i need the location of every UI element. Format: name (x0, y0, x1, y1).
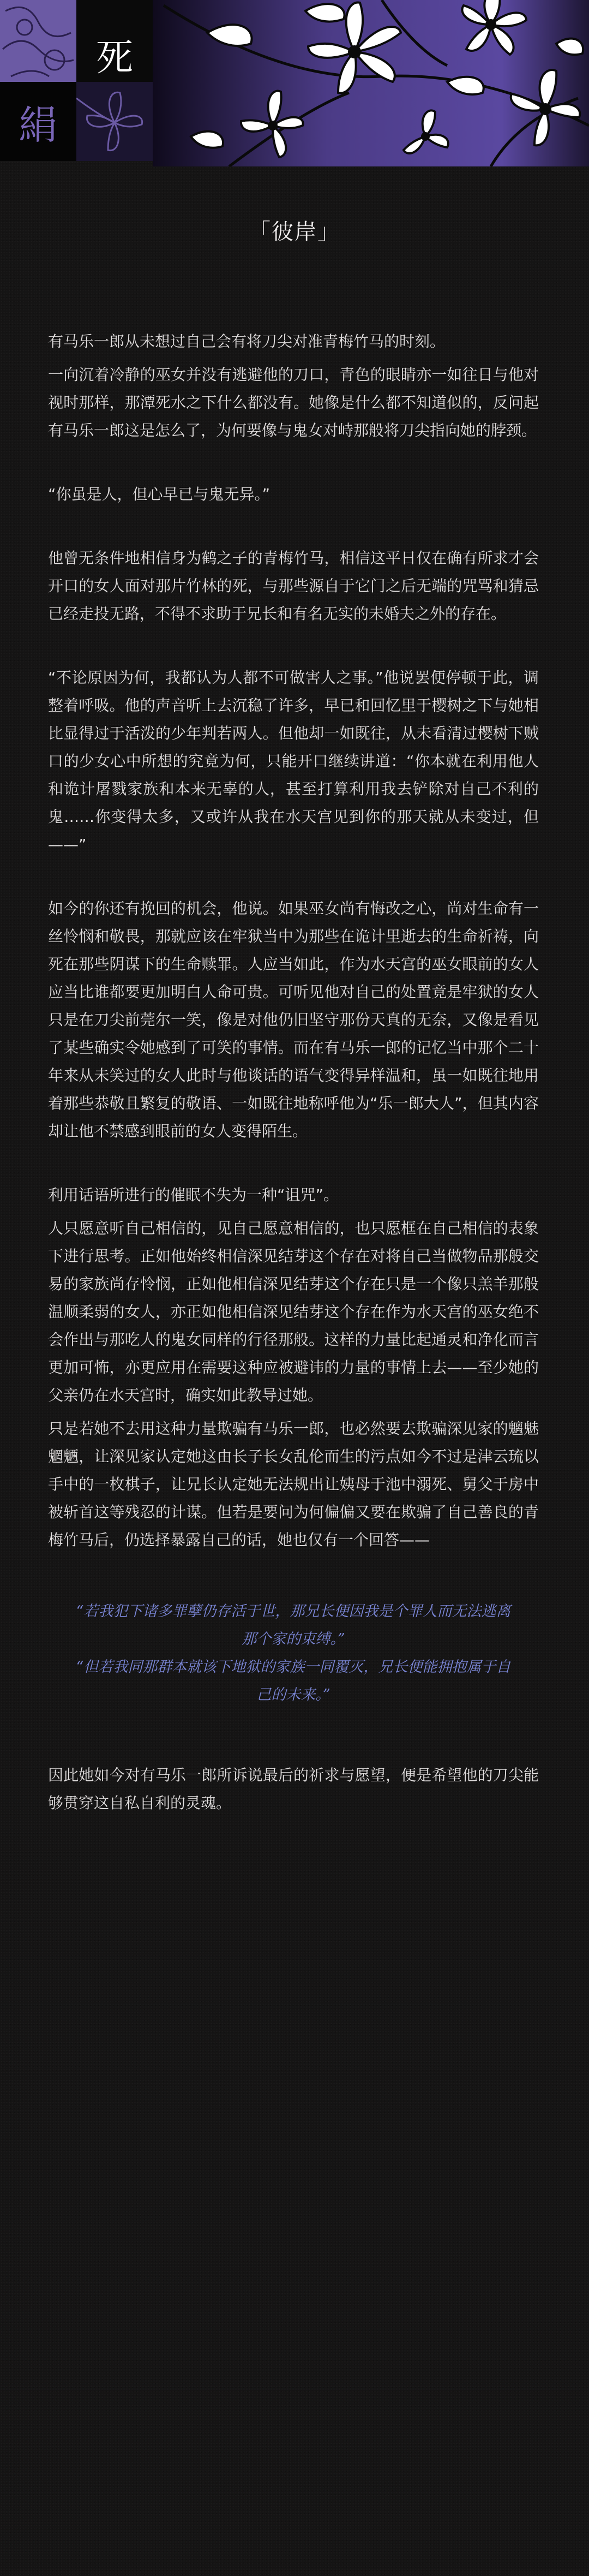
header-banner (0, 0, 589, 166)
paragraph: 利用话语所进行的催眠不失为一种“诅咒”。 (48, 1186, 339, 1204)
section-title: 「彼岸」 (249, 219, 340, 245)
title-char-tile-bottom (0, 82, 76, 161)
paragraph: “不论原因为何，我都认为人都不可做害人之事。”他说罢便停顿于此，调整着呼吸。他的声音听上去沉稳了许多，早已和回忆里于樱树之下与她相比显得过于活泼的少年判若两人。但他却一如既往，从未看清过樱树下贼口的少女心中所想的究竟为何，只能开口继续讲道：“你本就在利用他人和诡计屠戮家族和本来无辜的人，甚至打算利用我去铲除对自己不利的鬼……你变得太多，又或许从我在水天宫见到你的那天就从未变过，但——” (48, 669, 539, 854)
story-body (48, 327, 539, 1817)
paragraph: 一向沉着冷静的巫女并没有逃避他的刀口，青色的眼睛亦一如往日与他对视时那样，那潭死水之下什么都没有。她像是什么都不知道似的，反问起有马乐一郎这是怎么了，为何要像与鬼女对峙那般将刀尖指向她的脖颈。 (48, 366, 539, 439)
paragraph: 如今的你还有挽回的机会，他说。如果巫女尚有悔改之心，尚对生命有一丝怜悯和敬畏，那就应该在牢狱当中为那些在诡计里逝去的生命祈祷，向死在那些阴谋下的生命赎罪。人应当如此，作为水天宫的巫女眼前的女人应当比谁都要更加明白人命可贵。可听见他对自己的处置竟是牢狱的女人只是在刀尖前莞尔一笑，像是对他仍旧坚守那份天真的无奈，又像是看见了某些确实令她感到了可笑的事情。而在有马乐一郎的记忆当中那个二十年来从未笑过的女人此时与他谈话的语气变得异样温和，虽一如既往地用着那些恭敬且繁复的敬语、一如既往地称呼他为“乐一郎大人”，但其内容却让他不禁感到眼前的女人变得陌生。 (48, 899, 539, 1140)
title-char-juan: 絹 (18, 102, 58, 148)
quote-line: “若我犯下诸多罪孽仍存活于世，那兄长便因我是个罪人而无法逃离那个家的束缚。” (76, 1603, 511, 1648)
paragraph: 只是若她不去用这种力量欺骗有马乐一郎，也必然要去欺骗深见家的魑魅魍魉，让深见家认定她这由长子长女乱伦而生的污点如今不过是津云琉以手中的一枚棋子，让兄长认定她无法规出让姨母于池中溺死、舅父于房中被斩首这等残忍的计谋。但若是要问为何偏偏又要在欺骗了自己善良的青梅竹马后，仍选择暴露自己的话，她也仅有一个回答—— (48, 1420, 539, 1549)
dark-flower-tile (76, 82, 153, 161)
paragraph: “你虽是人，但心早已与鬼无异。” (48, 485, 271, 503)
paragraph: 有马乐一郎从未想过自己会有将刀尖对准青梅竹马的时刻。 (48, 332, 446, 350)
title-char-si: 死 (95, 36, 133, 80)
swirl-ornament-icon (0, 0, 76, 82)
quote-line: “但若我同那群本就该下地狱的家族一同覆灭，兄长便能拥抱属于自己的未来。” (76, 1659, 511, 1703)
paragraph: 他曾无条件地相信身为鹤之子的青梅竹马，相信这平日仅在确有所求才会开口的女人面对那片竹林的死，与那些源自于它门之后无端的咒骂和猜忌已经走投无路，不得不求助于兄长和有名无实的未婚夫之外的存在。 (48, 549, 539, 623)
purple-pattern-tile (0, 0, 76, 82)
paragraph: 人只愿意听自己相信的，见自己愿意相信的，也只愿框在自己相信的表象下进行思考。正如他始终相信深见结芽这个存在对将自己当做物品那般交易的家族尚存怜悯，正如他相信深见结芽这个存在只是一个像只羔羊那般温顺柔弱的女人，亦正如他相信深见结芽这个存在作为水天宫的巫女绝不会作出与那吃人的鬼女同样的行径那般。这样的力量比起通灵和净化而言更加可怖，亦更应用在需要这种应被避讳的力量的事情上去——至少她的父亲仍在水天宫时，确实如此教导过她。 (48, 1219, 539, 1404)
flower-outline-icon (76, 82, 153, 161)
quote-block (48, 1597, 539, 1709)
paragraph: 因此她如今对有马乐一郎所诉说最后的祈求与愿望，便是希望他的刀尖能够贯穿这自私自利的灵魂。 (48, 1766, 539, 1812)
